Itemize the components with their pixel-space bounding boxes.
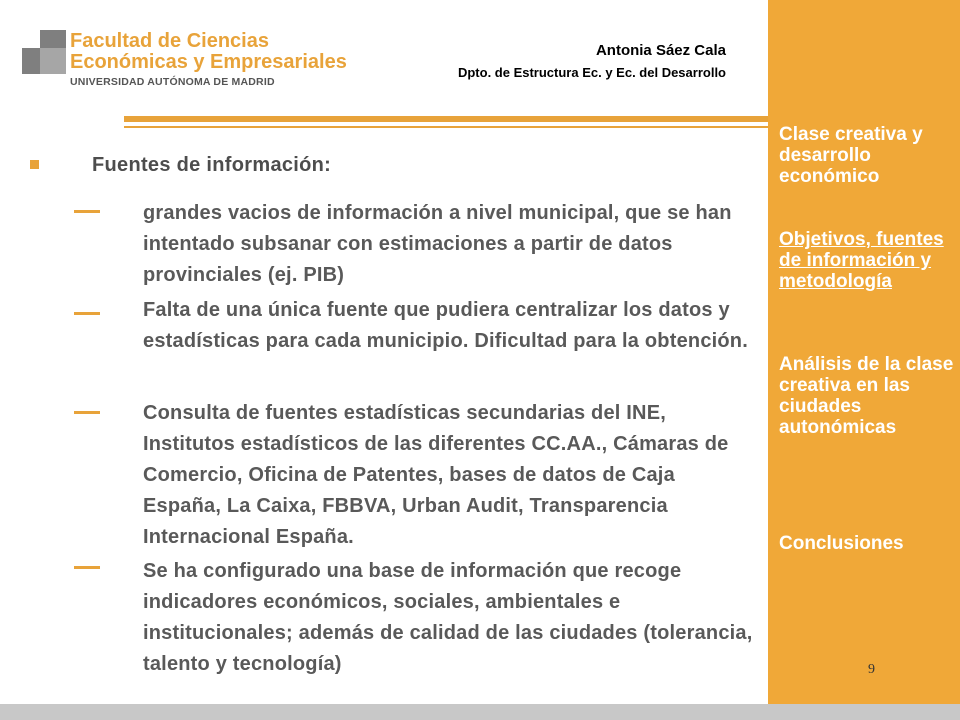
logo-title-line2: Económicas y Empresariales [70,51,347,73]
department-name: Dpto. de Estructura Ec. y Ec. del Desarrollo [457,65,726,80]
logo-mark-icon [22,30,66,74]
sidebar-nav [768,0,960,704]
header-rule-thin [124,126,768,128]
author-block [458,40,726,84]
dash-bullet-icon [74,210,100,213]
dash-bullet-icon [74,566,100,569]
header-rule-thick [124,116,768,122]
list-item: Consulta de fuentes estadísticas secundarias del INE, Institutos estadísticos de las diferentes CC.AA., Cámaras de Comercio, Oficina de Patentes, bases de datos de Caja España, La Caixa, FBBVA, Urban Audit, Transparencia Internacional España. [143,402,729,548]
logo-university: UNIVERSIDAD AUTÓNOMA DE MADRID [70,76,275,88]
author-name: Antonia Sáez Cala [595,42,726,59]
list-item: Falta de una única fuente que pudiera centralizar los datos y estadísticas para cada municipio. Dificultad para la obtención. [143,299,748,352]
footer-bar [0,704,960,720]
square-bullet-icon [30,160,39,169]
dash-bullet-icon [74,411,100,414]
sidebar-item-objetivos[interactable]: Objetivos, fuentes de información y metodología [779,229,944,292]
dash-bullet-icon [74,312,100,315]
list-item: Se ha configurado una base de información que recoge indicadores económicos, sociales, ambientales e institucionales; además de calidad de las ciudades (tolerancia, talento y tecnología) [143,560,753,675]
list-item: grandes vacios de información a nivel municipal, que se han intentado subsanar con estimaciones a partir de datos provinciales (ej. PIB) [143,202,732,286]
section-heading: Fuentes de información: [92,154,332,176]
sidebar-item-analisis[interactable]: Análisis de la clase creativa en las ciudades autonómicas [779,354,954,438]
faculty-logo [22,30,347,94]
sidebar-item-clase-creativa[interactable]: Clase creativa y desarrollo económico [779,124,923,187]
sidebar-item-conclusiones[interactable]: Conclusiones [779,533,904,554]
page-number: 9 [868,662,875,677]
logo-title-line1: Facultad de Ciencias [70,30,269,52]
